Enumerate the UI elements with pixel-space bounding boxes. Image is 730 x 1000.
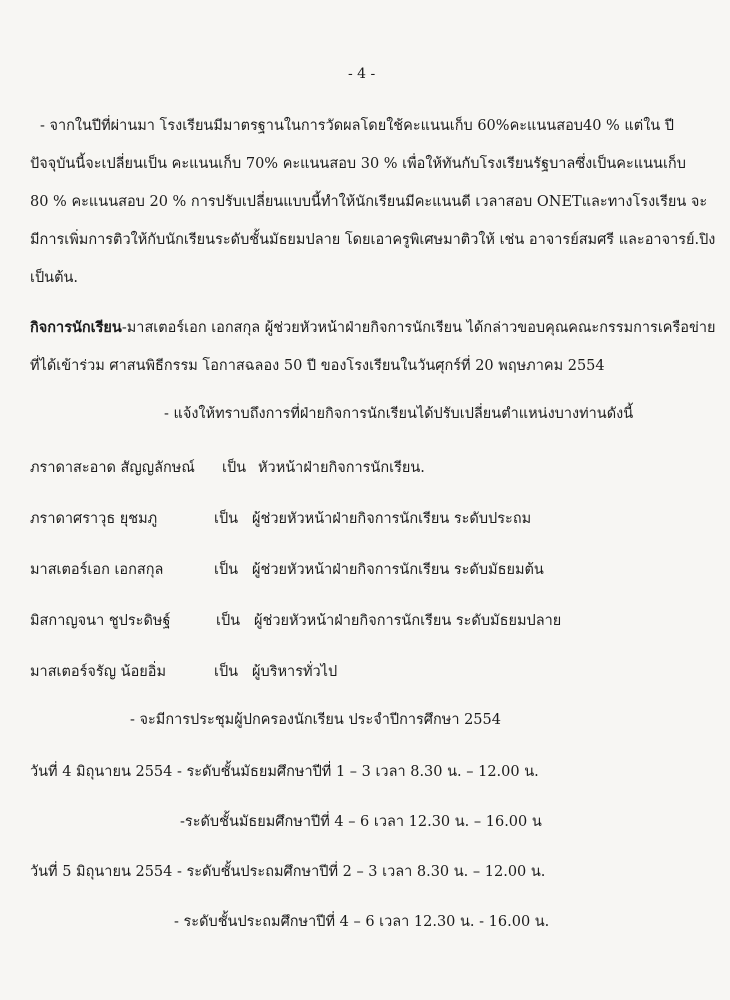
para1-line-1: - จากในปีที่ผ่านมา โรงเรียนมีมาตรฐานในการวัดผลโดยใช้คะแนนเก็บ 60%คะแนนสอบ40 % แต่ใน ปี <box>40 118 674 134</box>
para2-line-1 <box>30 318 716 338</box>
para1-line-4: มีการเพิ่มการติวให้กับนักเรียนระดับชั้นมัธยมปลาย โดยเอาครูพิเศษมาติวให้ เช่น อาจารย์สมศรี และอาจารย์.ปิง <box>30 232 716 248</box>
para2-line-1-text: -มาสเตอร์เอก เอกสกุล ผู้ช่วยหัวหน้าฝ่ายกิจการนักเรียน ได้กล่าวขอบคุณคณะกรรมการเครือข่าย <box>121 320 716 336</box>
appointment-verb: เป็น <box>214 562 239 578</box>
appointment-verb: เป็น <box>214 511 239 527</box>
appointee-name: มิสกาญจนา ชูประดิษฐ์ <box>30 613 171 629</box>
appointee-name: มาสเตอร์เอก เอกสกุล <box>30 562 164 578</box>
schedule-line-2: -ระดับชั้นมัธยมศึกษาปีที่ 4 – 6 เวลา 12.30 น. – 16.00 น <box>180 814 542 830</box>
schedule-line-4: - ระดับชั้นประถมศึกษาปีที่ 4 – 6 เวลา 12.30 น. - 16.00 น. <box>174 914 550 930</box>
appointment-role: ผู้ช่วยหัวหน้าฝ่ายกิจการนักเรียน ระดับประถม <box>252 511 532 527</box>
schedule-line-3: วันที่ 5 มิถุนายน 2554 - ระดับชั้นประถมศึกษาปีที่ 2 – 3 เวลา 8.30 น. – 12.00 น. <box>30 864 546 880</box>
appointment-role: ผู้บริหารทั่วไป <box>252 664 338 680</box>
schedule-line-1: วันที่ 4 มิถุนายน 2554 - ระดับชั้นมัธยมศึกษาปีที่ 1 – 3 เวลา 8.30 น. – 12.00 น. <box>30 764 539 780</box>
appointment-role: หัวหน้าฝ่ายกิจการนักเรียน. <box>258 460 425 476</box>
para1-line-5: เป็นต้น. <box>30 270 79 286</box>
appointee-name: มาสเตอร์จรัญ น้อยอิ่ม <box>30 664 167 680</box>
appointment-verb: เป็น <box>222 460 247 476</box>
para1-line-3: 80 % คะแนนสอบ 20 % การปรับเปลี่ยนแบบนี้ทำให้นักเรียนมีคะแนนดี เวลาสอบ ONETและทางโรงเรียน จะ <box>30 194 708 210</box>
student-affairs-heading: กิจการนักเรียน <box>30 319 122 336</box>
appointment-role: ผู้ช่วยหัวหน้าฝ่ายกิจการนักเรียน ระดับมัธยมต้น <box>252 562 544 578</box>
position-change-notice: - แจ้งให้ทราบถึงการที่ฝ่ายกิจการนักเรียนได้ปรับเปลี่ยนตำแหน่งบางท่านดังนี้ <box>164 406 634 422</box>
appointment-verb: เป็น <box>214 664 239 680</box>
parent-meeting-title: - จะมีการประชุมผู้ปกครองนักเรียน ประจำปีการศึกษา 2554 <box>130 712 501 728</box>
para2-line-2: ที่ได้เข้าร่วม ศาสนพิธีกรรม โอกาสฉลอง 50 ปี ของโรงเรียนในวันศุกร์ที่ 20 พฤษภาคม 2554 <box>30 358 605 374</box>
appointee-name: ภราดาศราวุธ ยุชมภู <box>30 511 158 527</box>
appointment-role: ผู้ช่วยหัวหน้าฝ่ายกิจการนักเรียน ระดับมัธยมปลาย <box>254 613 562 629</box>
appointee-name: ภราดาสะอาด สัญญลักษณ์ <box>30 460 195 476</box>
para1-line-2: ปัจจุบันนี้จะเปลี่ยนเป็น คะแนนเก็บ 70% คะแนนสอบ 30 % เพื่อให้ทันกับโรงเรียนรัฐบาลซึ่งเป็นคะแนนเก็บ <box>30 156 686 172</box>
appointment-verb: เป็น <box>216 613 241 629</box>
page-number: - 4 - <box>348 66 376 82</box>
